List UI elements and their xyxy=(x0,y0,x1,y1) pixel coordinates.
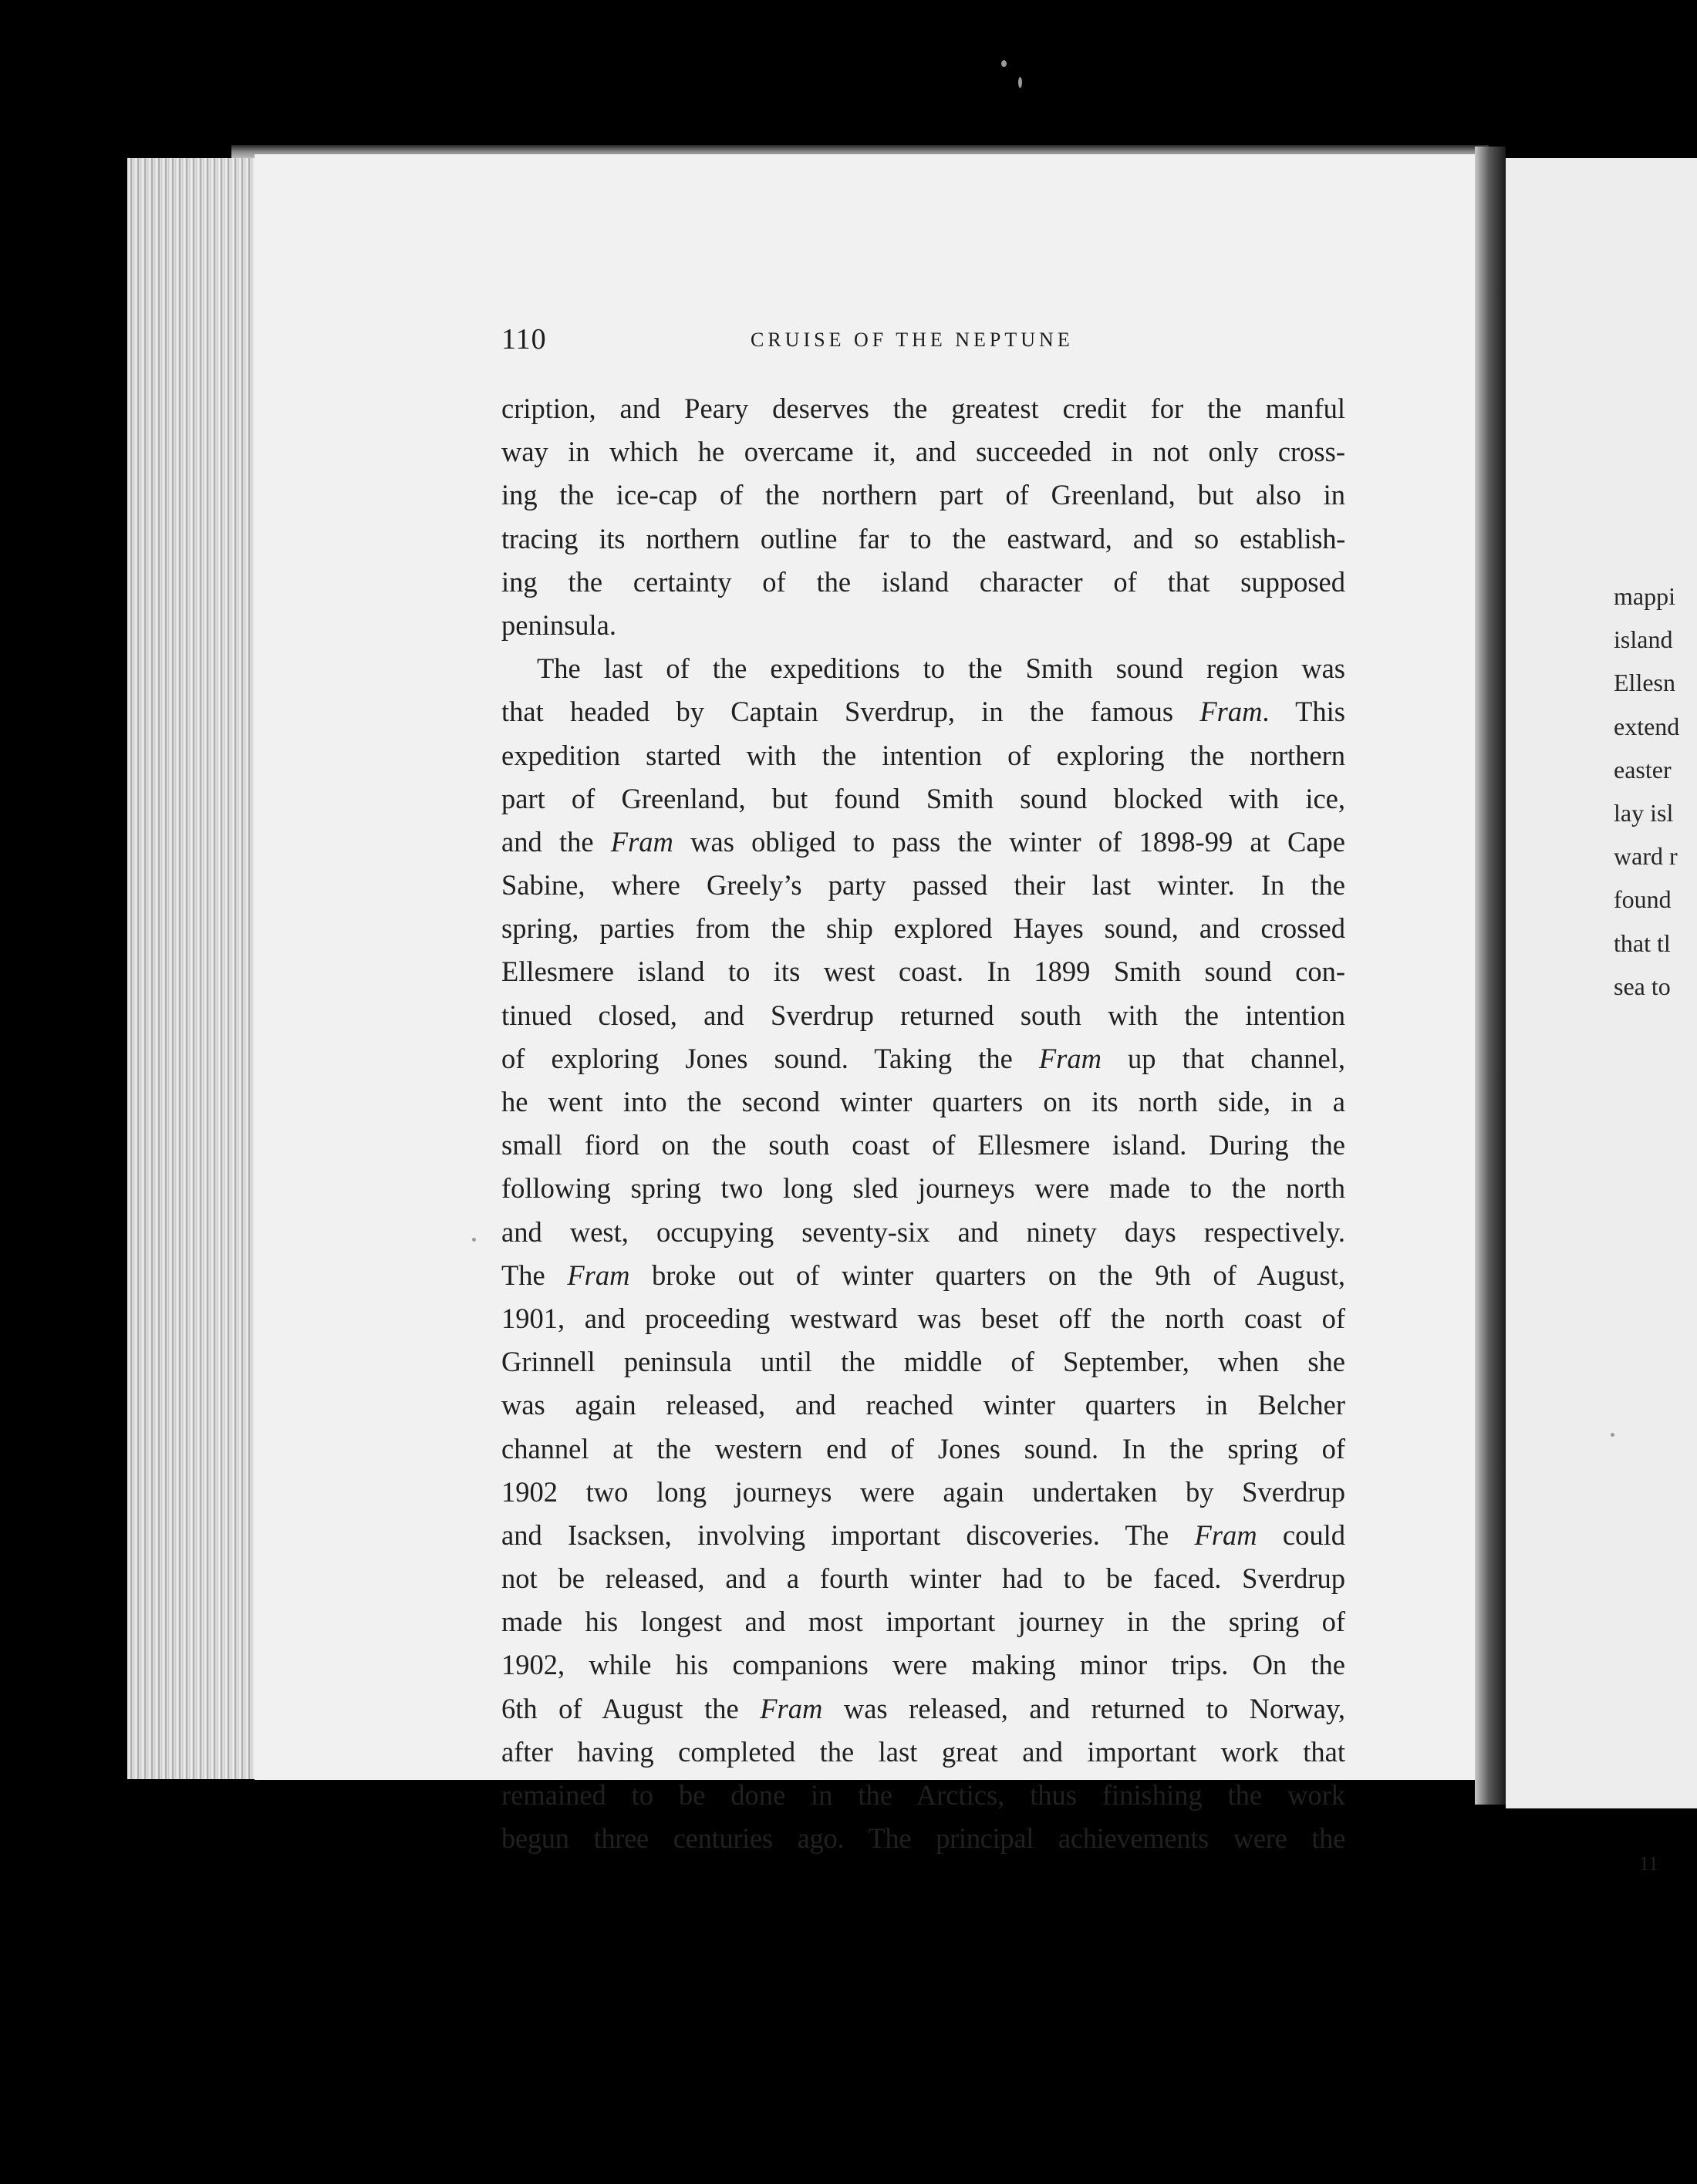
text-line: and west, occupying seventy-six and ninety days respectively. xyxy=(501,1215,1345,1248)
text-run: that headed by Captain Sverdrup, in the famous xyxy=(501,696,1200,728)
ship-name-italic: Fram xyxy=(1038,1042,1102,1074)
text-line: after having completed the last great and important work that xyxy=(501,1735,1345,1768)
right-page-line: Ellesn xyxy=(1614,669,1675,697)
text-line: part of Greenland, but found Smith sound blocked with ice, xyxy=(501,782,1345,814)
text-run: and the xyxy=(501,825,611,858)
right-page-line: found xyxy=(1614,885,1672,914)
book-page-edges xyxy=(127,158,258,1779)
text-line: not be released, and a fourth winter had to be faced. Sverdrup xyxy=(501,1562,1345,1595)
text-line: 1902, while his companions were making minor trips. On the xyxy=(501,1649,1345,1681)
page-number: 110 xyxy=(501,323,547,356)
text-run: was obliged to pass the winter of 1898-99 at Cape xyxy=(673,825,1346,858)
text-run: of exploring Jones sound. Taking the xyxy=(501,1042,1039,1074)
text-line: Grinnell peninsula until the middle of September, when she xyxy=(501,1346,1345,1378)
text-line: The last of the expeditions to the Smith sound region was xyxy=(537,652,1345,685)
right-page-line: easter xyxy=(1614,755,1672,784)
ship-name-italic: Fram xyxy=(567,1259,630,1291)
text-line: ing the ice-cap of the northern part of Greenland, but also in xyxy=(501,479,1345,511)
text-line: begun three centuries ago. The principal achievements were the xyxy=(501,1822,1345,1855)
text-line: tinued closed, and Sverdrup returned south with the intention xyxy=(501,999,1345,1031)
text-line: small fiord on the south coast of Ellesmere island. During the xyxy=(501,1129,1345,1161)
text-line: peninsula. xyxy=(501,608,617,641)
text-run: broke out of winter quarters on the 9th of August, xyxy=(629,1259,1346,1291)
text-line: made his longest and most important journey in the spring of xyxy=(501,1606,1345,1638)
text-run: and Isacksen, involving important discoveries. The xyxy=(501,1518,1195,1551)
right-page-line: ward r xyxy=(1614,842,1678,871)
text-line xyxy=(501,1254,1345,1297)
ship-name-italic: Fram xyxy=(1199,696,1263,728)
text-run: 6th of August the xyxy=(501,1692,761,1724)
text-line: remained to be done in the Arctics, thus finishing the work xyxy=(501,1779,1345,1811)
right-page-line: mappi xyxy=(1614,582,1675,610)
book-gutter xyxy=(1475,147,1506,1805)
right-page-line: extend xyxy=(1614,712,1680,740)
body-text xyxy=(501,387,1345,1860)
text-line: 1901, and proceeding westward was beset off the north coast of xyxy=(501,1302,1345,1334)
scan-speck xyxy=(1018,77,1022,88)
text-line: he went into the second winter quarters on its north side, in a xyxy=(501,1086,1345,1117)
text-run: The xyxy=(501,1259,568,1291)
text-run: . This xyxy=(1262,696,1346,728)
text-line xyxy=(501,1037,1345,1080)
right-page-line: sea to xyxy=(1614,972,1671,1000)
text-line xyxy=(501,690,1345,733)
text-line: expedition started with the intention of exploring the northern xyxy=(501,739,1345,771)
text-line: channel at the western end of Jones sound. In the spring of xyxy=(501,1432,1345,1464)
right-page-line: lay isl xyxy=(1614,798,1674,827)
text-line xyxy=(501,1687,1345,1731)
text-line: spring, parties from the ship explored Hayes sound, and crossed xyxy=(501,912,1345,945)
scan-speck xyxy=(1611,1433,1614,1437)
text-run: could xyxy=(1257,1518,1345,1551)
text-line: Ellesmere island to its west coast. In 1899 Smith sound con- xyxy=(501,956,1345,988)
text-line: ing the certainty of the island character of that supposed xyxy=(501,565,1345,598)
text-run: was released, and returned to Norway, xyxy=(822,1692,1345,1724)
text-line: cription, and Peary deserves the greatest credit for the manful xyxy=(501,393,1345,424)
right-book-page xyxy=(1506,158,1697,1808)
text-line: tracing its northern outline far to the eastward, and so establish- xyxy=(501,522,1345,554)
right-page-number: 11 xyxy=(1639,1852,1659,1875)
ship-name-italic: Fram xyxy=(760,1692,823,1724)
right-page-line: island xyxy=(1614,625,1673,654)
ship-name-italic: Fram xyxy=(610,825,673,858)
text-line: 1902 two long journeys were again undertaken by Sverdrup xyxy=(501,1475,1345,1508)
right-page-line: that tl xyxy=(1614,929,1671,957)
running-title: CRUISE OF THE NEPTUNE xyxy=(751,329,1074,351)
text-line xyxy=(501,1514,1345,1557)
scan-speck xyxy=(1001,60,1007,67)
text-line: was again released, and reached winter quarters in Belcher xyxy=(501,1389,1345,1421)
scan-speck xyxy=(472,1238,476,1242)
text-line: way in which he overcame it, and succeeded in not only cross- xyxy=(501,436,1345,468)
text-line: Sabine, where Greely’s party passed their last winter. In the xyxy=(501,869,1345,902)
right-page-text xyxy=(1614,575,1697,1008)
text-line xyxy=(501,821,1345,864)
text-line: following spring two long sled journeys were made to the north xyxy=(501,1172,1345,1205)
ship-name-italic: Fram xyxy=(1194,1518,1257,1551)
text-run: up that channel, xyxy=(1101,1042,1345,1074)
